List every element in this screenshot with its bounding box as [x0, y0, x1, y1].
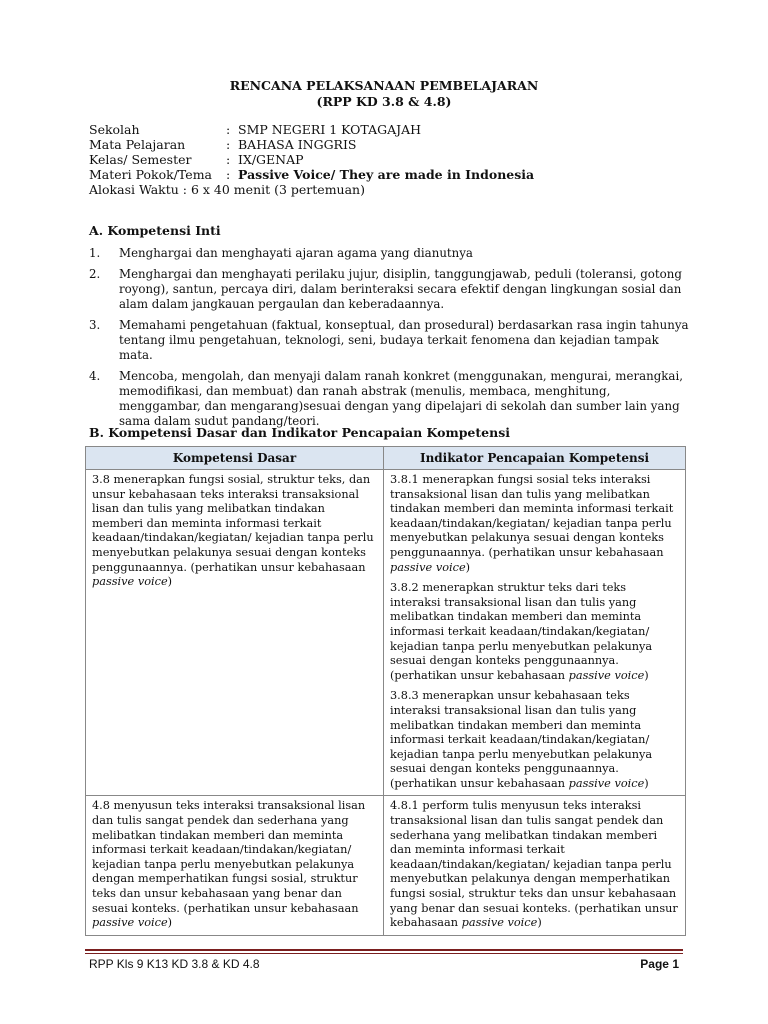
- info-value: Passive Voice/ They are made in Indonesia: [238, 167, 535, 182]
- kd-cell: [86, 470, 384, 796]
- indicator-cell: [384, 470, 686, 796]
- table-row: [86, 796, 686, 935]
- close-paren: ): [465, 560, 471, 574]
- indicator-text: 3.8.2 menerapkan struktur teks dari teks interaksi transaksional lisan dan tulis yang melibatkan tindakan memberi dan meminta informasi terkait keadaan/tindakan/kegiatan/ kejadian tanpa perlu menyebutkan pelakunya sesuai dengan konteks penggunaannya. (perhatikan unsur kebahasaan: [390, 581, 653, 682]
- kd-table: [85, 446, 686, 936]
- list-text: Menghargai dan menghayati perilaku jujur, disiplin, tanggungjawab, peduli (toleransi, gotong royong), santun, percaya diri, dalam berinteraksi secara efektif dengan lingkungan sosial dan alam dalam jangkauan pergaulan dan keberadaannya.: [119, 267, 682, 311]
- info-label: Mata Pelajaran: [89, 137, 186, 152]
- list-text: Menghargai dan menghayati ajaran agama yang dianutnya: [119, 246, 473, 260]
- passive-voice-term: passive voice: [461, 916, 538, 930]
- indicator-text: 4.8.1 perform tulis menyusun teks interaksi transaksional lisan dan tulis sangat pendek dan sederhana yang melibatkan tindakan memberi dan meminta informasi terkait keadaan/tindakan/kegiatan/ kejadian tanpa perlu menyebutkan pelakunya dengan memperhatikan fungsi sosial, struktur teks dan unsur kebahasaan yang benar dan sesuai konteks. (perhatikan unsur kebahasaan: [390, 799, 678, 930]
- close-paren: ): [167, 575, 173, 589]
- title-line-2: (RPP KD 3.8 & 4.8): [316, 94, 452, 109]
- list-item: [89, 318, 689, 363]
- kd-text: 3.8 menerapkan fungsi sosial, struktur teks, dan unsur kebahasaan teks interaksi transaksional lisan dan tulis yang melibatkan tindakan memberi dan meminta informasi terkait keadaan/tindakan/kegiatan/ kejadian tanpa perlu menyebutkan pelakunya sesuai dengan konteks penggunaannya. (perhatikan unsur kebahasaan: [92, 473, 374, 574]
- info-label: Kelas/ Semester: [89, 152, 192, 167]
- info-separator: :: [226, 137, 231, 152]
- passive-voice-term: passive voice: [390, 560, 466, 574]
- list-number: 1.: [89, 246, 101, 260]
- list-item: [89, 246, 689, 261]
- info-value: IX/GENAP: [238, 152, 304, 167]
- info-row-materi: [89, 167, 689, 182]
- passive-voice-term: passive voice: [92, 916, 168, 930]
- info-value: SMP NEGERI 1 KOTAGAJAH: [238, 122, 422, 137]
- indicator-text: 3.8.1 menerapkan fungsi sosial teks interaksi transaksional lisan dan tulis yang melibatkan tindakan memberi dan meminta informasi terkait keadaan/tindakan/kegiatan/ kejadian tanpa perlu menyebutkan pelakunya sesuai dengan konteks penggunaannya. (perhatikan unsur kebahasaan: [390, 473, 674, 559]
- indicator-item: [390, 799, 680, 930]
- indicator-item: [390, 473, 680, 575]
- footer-divider-thick: [85, 949, 683, 951]
- page-footer: [89, 957, 679, 972]
- footer-doc-label: RPP Kls 9 K13 KD 3.8 & KD 4.8: [89, 957, 260, 971]
- page-number: Page 1: [640, 957, 679, 971]
- title-line-1: RENCANA PELAKSANAAN PEMBELAJARAN: [229, 78, 539, 93]
- kd-cell: [86, 796, 384, 935]
- list-item: [89, 369, 689, 429]
- kompetensi-inti-list: [89, 246, 689, 435]
- passive-voice-term: passive voice: [92, 575, 168, 589]
- list-number: 4.: [89, 369, 101, 383]
- close-paren: ): [644, 668, 649, 682]
- list-text: Memahami pengetahuan (faktual, konseptual, dan prosedural) berdasarkan rasa ingin tahunya tentang ilmu pengetahuan, teknologi, seni, budaya terkait fenomena dan kejadian tampak mata.: [119, 318, 689, 362]
- info-row-kelas: [89, 152, 689, 167]
- close-paren: ): [644, 776, 649, 790]
- section-b-heading: B. Kompetensi Dasar dan Indikator Pencapaian Kompetensi: [89, 425, 510, 440]
- list-item: [89, 267, 689, 312]
- list-number: 2.: [89, 267, 101, 281]
- info-separator: :: [226, 152, 231, 167]
- info-row-alokasi: [89, 182, 689, 197]
- table-row: [86, 470, 686, 796]
- document-title: [0, 78, 768, 110]
- passive-voice-term: passive voice: [568, 776, 645, 790]
- table-header-row: [86, 447, 686, 470]
- info-separator: :: [226, 122, 231, 137]
- indicator-text: 3.8.3 menerapkan unsur kebahasaan teks interaksi transaksional lisan dan tulis yang melibatkan tindakan memberi dan meminta informasi terkait keadaan/tindakan/kegiatan/ kejadian tanpa perlu menyebutkan pelakunya sesuai dengan konteks penggunaannya. (perhatikan unsur kebahasaan: [390, 689, 653, 790]
- footer-divider-thin: [85, 953, 683, 954]
- column-header-kd: Kompetensi Dasar: [86, 447, 384, 470]
- info-label: Sekolah: [89, 122, 140, 137]
- list-number: 3.: [89, 318, 101, 332]
- indicator-cell: [384, 796, 686, 935]
- passive-voice-term: passive voice: [568, 668, 645, 682]
- close-paren: ): [167, 916, 173, 930]
- info-value: BAHASA INGGRIS: [238, 137, 357, 152]
- info-label: Materi Pokok/Tema: [89, 167, 213, 182]
- identity-block: [89, 122, 689, 197]
- info-row-sekolah: [89, 122, 689, 137]
- list-text: Mencoba, mengolah, dan menyaji dalam ranah konkret (menggunakan, mengurai, merangkai, memodifikasi, dan membuat) dan ranah abstrak (menulis, membaca, menghitung, menggambar, dan mengarang)sesuai dengan yang dipelajari di sekolah dan sumber lain yang sama dalam sudut pandang/teori.: [119, 369, 683, 428]
- column-header-indikator: Indikator Pencapaian Kompetensi: [384, 447, 686, 470]
- info-row-mapel: [89, 137, 689, 152]
- info-separator: :: [226, 167, 231, 182]
- section-a-heading: A. Kompetensi Inti: [89, 223, 221, 238]
- indicator-item: [390, 689, 680, 791]
- close-paren: ): [537, 916, 542, 930]
- kd-text: 4.8 menyusun teks interaksi transaksional lisan dan tulis sangat pendek dan sederhana yang melibatkan tindakan memberi dan meminta informasi terkait keadaan/tindakan/kegiatan/ kejadian tanpa perlu menyebutkan pelakunya dengan memperhatikan fungsi sosial, struktur teks dan unsur kebahasaan yang benar dan sesuai konteks. (perhatikan unsur kebahasaan: [92, 799, 366, 915]
- indicator-item: [390, 581, 680, 683]
- info-alokasi: Alokasi Waktu : 6 x 40 menit (3 pertemuan): [89, 182, 365, 197]
